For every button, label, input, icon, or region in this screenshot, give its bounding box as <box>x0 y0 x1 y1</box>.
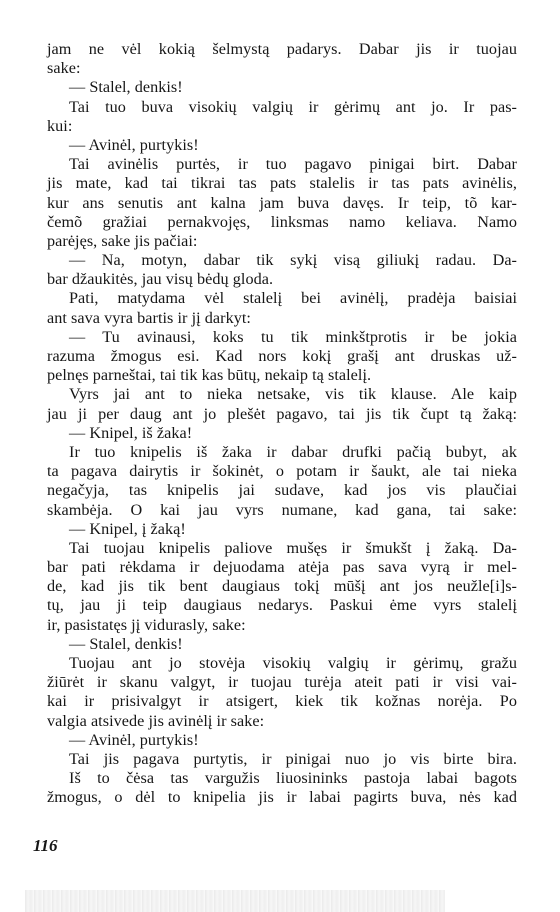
text-line: pelnęs parneštai, tai tik kas būtų, nekaip tą stalelį. <box>47 366 372 385</box>
scan-smudge <box>25 890 445 912</box>
text-line: tų, jau ji teip daugiaus nedarys. Paskui ėme vyrs stalelį <box>47 596 517 615</box>
text-line: — Stalel, denkis! <box>69 634 183 653</box>
text-line: negačyja, tas knipelis jai sudave, kad jos vis plaučiai <box>47 481 517 500</box>
text-block <box>47 40 517 808</box>
text-line: Tai avinėlis purtės, ir tuo pagavo pinigai birt. Dabar <box>69 155 517 174</box>
text-line: žiūrėt ir skanu valgyt, ir tuojau turėja ateit pati ir visi vai- <box>47 673 517 692</box>
text-line: žmogus, o dėl to knipelia jis ir labai pagirts buva, nės kad <box>47 788 517 807</box>
text-line: bar džaukitės, jau visų bėdų gloda. <box>47 270 274 289</box>
text-line: Tai tuo buva visokių valgių ir gėrimų ant jo. Ir pas- <box>69 97 517 116</box>
text-line: bar pati rėkdama ir dejuodama atėja pas sava vyrą ir mel- <box>47 558 517 577</box>
text-line: Pati, matydama vėl stalelį bei avinėlį, pradėja baisiai <box>69 289 517 308</box>
text-line: ir, pasistatęs jį vidurasly, sake: <box>47 615 246 634</box>
text-line: sake: <box>47 59 81 78</box>
text-line: jam ne vėl kokią šelmystą padarys. Dabar jis ir tuojau <box>47 40 517 58</box>
text-line: — Knipel, į žaką! <box>69 519 186 538</box>
text-line: — Knipel, iš žaka! <box>69 423 193 442</box>
text-line: kui: <box>47 116 73 135</box>
text-line: jau ji per daug ant jo plešėt pagavo, tai jis tik čupt tą žaką: <box>47 404 517 423</box>
text-line: kur ans senutis ant kalna jam buva davęs. Ir teip, tõ kar- <box>47 193 517 212</box>
text-line: valgia atsivede jis avinėlį ir sake: <box>47 711 265 730</box>
text-line: ant sava vyra bartis ir jį darkyt: <box>47 308 251 327</box>
text-line: — Stalel, denkis! <box>69 78 183 97</box>
text-line: — Na, motyn, dabar tik sykį visą giliukį radau. Da- <box>69 251 517 270</box>
text-line: jis mate, kad tai tikrai tas pats stalelis ir tas pats avinėlis, <box>47 174 517 193</box>
text-line: Tai jis pagava purtytis, ir pinigai nuo jo vis birte bira. <box>69 749 517 768</box>
text-line: — Tu avinausi, koks tu tik minkštprotis ir be jokia <box>69 327 517 346</box>
text-line: Iš to čėsa tas vargužis liuosininks pastoja labai bagots <box>69 769 517 788</box>
text-line: — Avinėl, purtykis! <box>69 135 199 154</box>
page-number: 116 <box>33 836 58 855</box>
text-line: de, kad jis tik bent daugiaus tokį mūšį ant jos neužle[i]s- <box>47 577 517 596</box>
text-line: ta pagava dairytis ir šokinėt, o potam ir šaukt, ale tai nieka <box>47 462 517 481</box>
text-line: čemõ gražiai pernakvojęs, linksmas namo keliava. Namo <box>47 212 517 231</box>
text-line: Vyrs jai ant to nieka netsake, vis tik klause. Ale kaip <box>69 385 517 404</box>
text-line: parėjęs, sake jis pačiai: <box>47 231 198 250</box>
text-line: Ir tuo knipelis iš žaka ir dabar drufki pačią bubyt, ak <box>69 442 517 461</box>
text-line: razuma žmogus esi. Kad nors kokį grašį ant druskas už- <box>47 347 517 365</box>
text-line: Tai tuojau knipelis paliove mušęs ir šmukšt į žaką. Da- <box>69 538 517 557</box>
text-line: kai ir prisivalgyt ir atsigert, kiek tik kožnas norėja. Po <box>47 692 517 711</box>
text-line: — Avinėl, purtykis! <box>69 730 199 749</box>
text-line: Tuojau ant jo stovėja visokių valgių ir gėrimų, gražu <box>69 654 517 672</box>
text-line: skambėja. O kai jau vyrs numane, kad gana, tai sake: <box>47 500 517 519</box>
